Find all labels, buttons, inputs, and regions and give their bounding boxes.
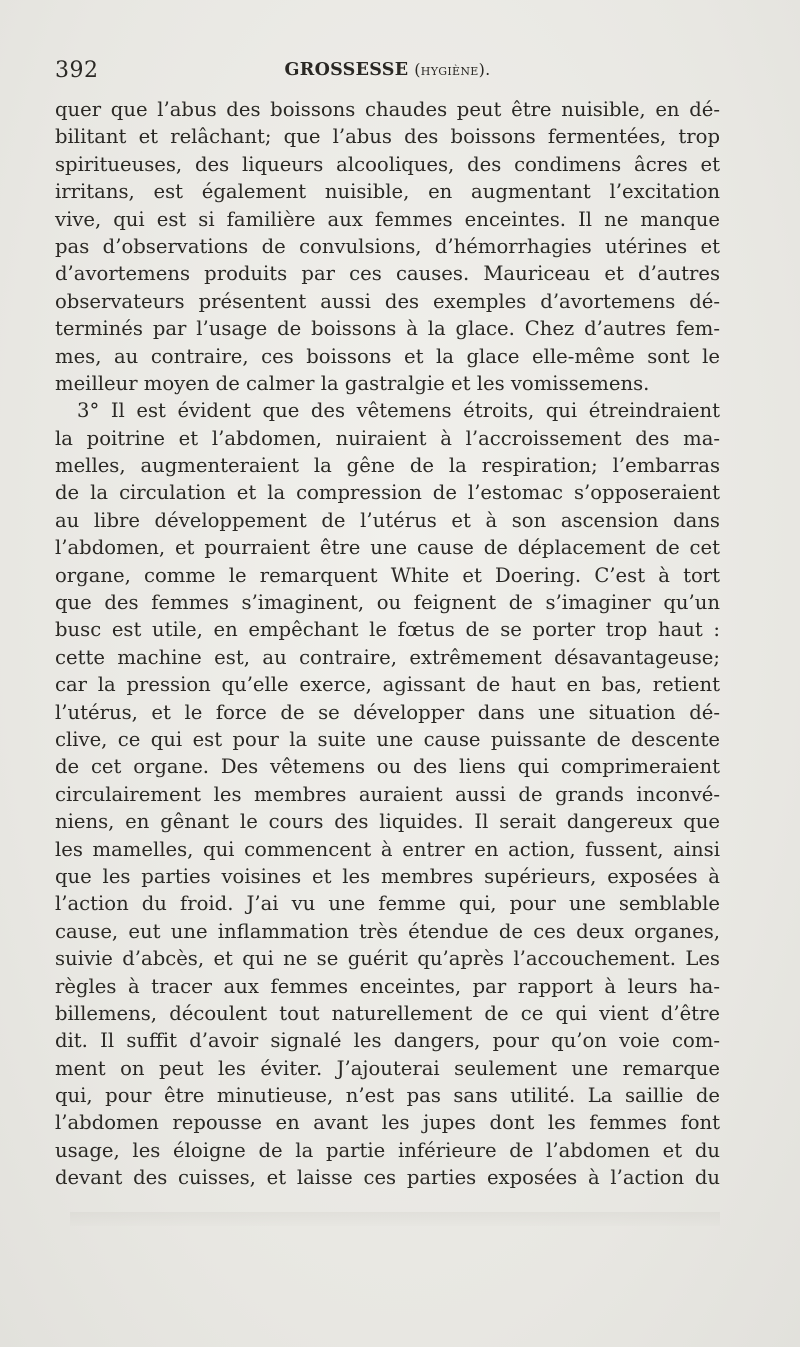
text-line: clive, ce qui est pour la suite une cause puissante de descente: [55, 727, 720, 751]
text-line: la poitrine et l’abdomen, nuiraient à l’accroissement des ma-: [55, 426, 720, 450]
text-line: terminés par l’usage de boissons à la glace. Chez d’autres fem-: [55, 317, 720, 341]
page-header: [55, 58, 720, 92]
text-line: car la pression qu’elle exerce, agissant de haut en bas, retient: [55, 673, 720, 697]
paragraph-2: [55, 397, 720, 1191]
text-line: circulairement les membres auraient aussi de grands inconvé-: [55, 782, 720, 806]
text-line: vive, qui est si familière aux femmes enceintes. Il ne manque: [55, 207, 720, 231]
text-line: l’abdomen, et pourraient être une cause de déplacement de cet: [55, 536, 720, 560]
text-line: quer que l’abus des boissons chaudes peut être nuisible, en dé-: [55, 98, 720, 121]
text-line: niens, en gênant le cours des liquides. Il serait dangereux que: [55, 810, 720, 834]
paragraph-1: [55, 96, 720, 397]
text-line: meilleur moyen de calmer la gastralgie et les vomissemens.: [55, 371, 650, 395]
text-line: organe, comme le remarquent White et Doering. C’est à tort: [55, 563, 720, 587]
text-line: suivie d’abcès, et qui ne se guérit qu’après l’accouchement. Les: [55, 947, 720, 971]
text-line: cette machine est, au contraire, extrêmement désavantageuse;: [55, 645, 720, 669]
running-title-main: GROSSESSE: [284, 60, 409, 80]
text-line: usage, les éloigne de la partie inférieure de l’abdomen et du: [55, 1138, 720, 1162]
text-line: observateurs présentent aussi des exemples d’avortemens dé-: [55, 289, 720, 313]
text-line: 3° Il est évident que des vêtemens étroits, qui étreindraient: [77, 399, 720, 423]
text-line: règles à tracer aux femmes enceintes, par rapport à leurs ha-: [55, 974, 720, 998]
text-line: pas d’observations de convulsions, d’hémorrhagies utérines et: [55, 234, 720, 258]
text-line: de cet organe. Des vêtemens ou des liens qui comprimeraient: [55, 755, 720, 779]
page-number: 392: [55, 58, 99, 83]
text-line: billemens, découlent tout naturellement de ce qui vient d’être: [55, 1001, 720, 1025]
text-line: ment on peut les éviter. J’ajouterai seulement une remarque: [55, 1056, 720, 1080]
running-title: [55, 60, 720, 80]
text-line: l’abdomen repousse en avant les jupes dont les femmes font: [55, 1111, 720, 1135]
text-line: spiritueuses, des liqueurs alcooliques, des condimens âcres et: [55, 152, 720, 176]
text-line: que des femmes s’imaginent, ou feignent de s’imaginer qu’un: [55, 591, 720, 615]
text-line: d’avortemens produits par ces causes. Mauriceau et d’autres: [55, 262, 720, 286]
body-text: [55, 96, 720, 1192]
text-line: au libre développement de l’utérus et à son ascension dans: [55, 508, 720, 532]
text-line: irritans, est également nuisible, en augmentant l’excitation: [55, 180, 720, 204]
text-line: l’utérus, et le force de se développer dans une situation dé-: [55, 700, 720, 724]
text-line: l’action du froid. J’ai vu une femme qui, pour une semblable: [55, 892, 720, 916]
text-line: que les parties voisines et les membres supérieurs, exposées à: [55, 864, 720, 888]
text-line: mes, au contraire, ces boissons et la glace elle-même sont le: [55, 344, 720, 368]
show-through-shadow: [70, 1212, 720, 1226]
text-line: cause, eut une inflammation très étendue de ces deux organes,: [55, 919, 720, 943]
running-title-sub: (hygiène).: [414, 60, 491, 79]
text-line: dit. Il suffit d’avoir signalé les dangers, pour qu’on voie com-: [55, 1029, 720, 1053]
text-line: devant des cuisses, et laisse ces parties exposées à l’action du: [55, 1166, 720, 1190]
text-line: de la circulation et la compression de l’estomac s’opposeraient: [55, 481, 720, 505]
text-line: les mamelles, qui commencent à entrer en action, fussent, ainsi: [55, 837, 720, 861]
text-line: melles, augmenteraient la gêne de la respiration; l’embarras: [55, 454, 720, 478]
text-line: busc est utile, en empêchant le fœtus de se porter trop haut :: [55, 618, 720, 642]
text-line: qui, pour être minutieuse, n’est pas sans utilité. La saillie de: [55, 1084, 720, 1108]
text-line: bilitant et relâchant; que l’abus des boissons fermentées, trop: [55, 125, 720, 149]
